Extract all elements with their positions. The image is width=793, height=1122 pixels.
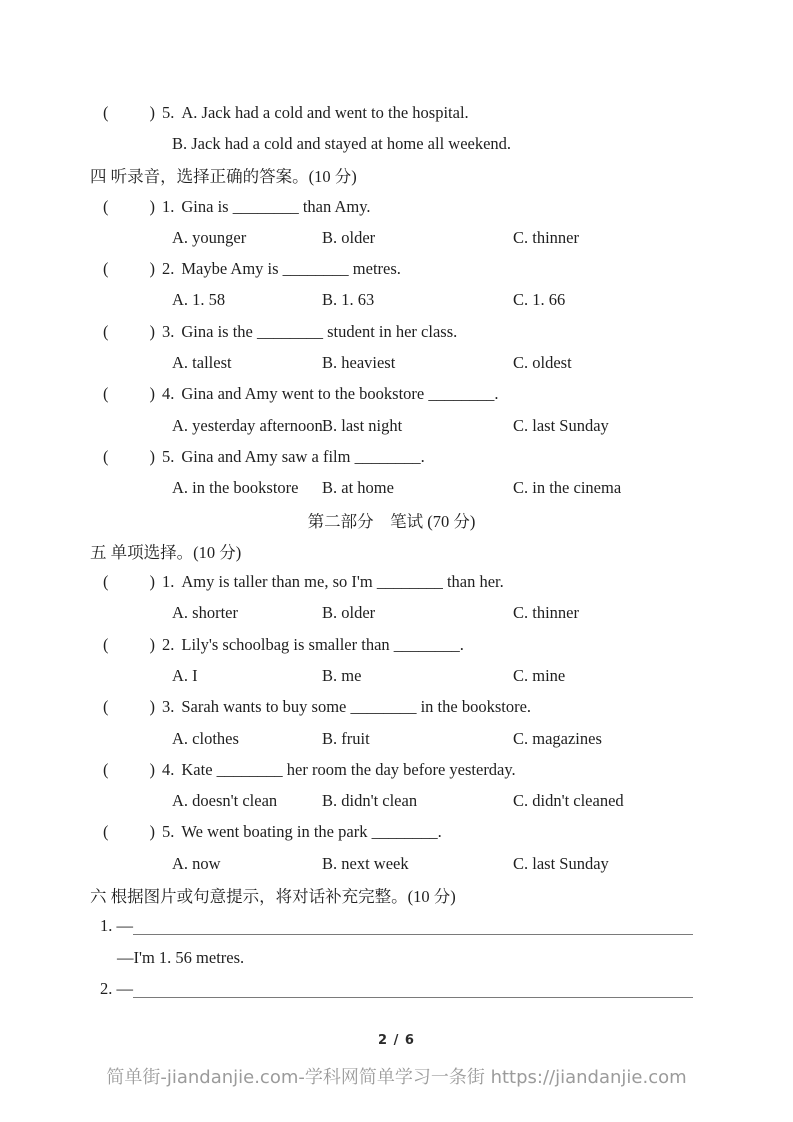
bracket-close: ) xyxy=(149,321,155,341)
question-number: 2. xyxy=(162,259,175,279)
option-a-text: A. Jack had a cold and went to the hospital. xyxy=(181,102,469,122)
bracket-open: ( xyxy=(103,822,109,842)
section5-question-1 xyxy=(103,566,693,597)
answer-bracket xyxy=(103,447,155,467)
option-c: C. oldest xyxy=(513,353,572,373)
answer-blank-line xyxy=(133,997,693,998)
section5-options-2 xyxy=(172,660,693,691)
question-text: Amy is taller than me, so I'm ________ than her. xyxy=(181,572,504,592)
option-c: C. 1. 66 xyxy=(513,290,566,310)
section6-dialogue-1-question xyxy=(100,911,693,942)
option-c: C. last Sunday xyxy=(513,853,609,873)
question-text: Sarah wants to buy some ________ in the bookstore. xyxy=(181,697,532,717)
option-a: A. yesterday afternoon xyxy=(172,415,323,435)
section5-question-3 xyxy=(103,692,693,723)
section4-question-3 xyxy=(103,316,693,347)
answer-bracket xyxy=(103,197,155,217)
answer-bracket xyxy=(103,103,155,123)
section5-options-4 xyxy=(172,786,693,817)
bracket-close: ) xyxy=(149,196,155,216)
option-b-text: B. Jack had a cold and stayed at home all weekend. xyxy=(172,133,512,153)
option-b: B. 1. 63 xyxy=(322,290,375,310)
answer-bracket xyxy=(103,322,155,342)
question-number: 5. xyxy=(162,446,175,466)
question-number: 3. xyxy=(162,321,175,341)
question-text: Gina and Amy saw a film ________. xyxy=(181,446,425,466)
bracket-close: ) xyxy=(149,634,155,654)
section4-question-5 xyxy=(103,441,693,472)
option-c: C. thinner xyxy=(513,603,579,623)
carryover-option-b xyxy=(172,128,693,159)
option-b: B. at home xyxy=(322,478,394,498)
section5-question-4 xyxy=(103,754,693,785)
footer-site-line: 简单街-jiandanjie.com-学科网简单学习一条街 https://jiandanjie.com xyxy=(106,1066,687,1088)
option-b: B. last night xyxy=(322,415,403,435)
option-c: C. last Sunday xyxy=(513,415,609,435)
bracket-close: ) xyxy=(149,572,155,592)
bracket-close: ) xyxy=(149,102,155,122)
question-number: 4. xyxy=(162,384,175,404)
question-text: We went boating in the park ________. xyxy=(181,822,442,842)
bracket-open: ( xyxy=(103,697,109,717)
option-c: C. magazines xyxy=(513,728,602,748)
bracket-close: ) xyxy=(149,822,155,842)
part2-title: 第二部分 笔试 (70 分) xyxy=(307,511,476,531)
option-a: A. shorter xyxy=(172,603,238,623)
section5-options-3 xyxy=(172,723,693,754)
option-c: C. in the cinema xyxy=(513,478,622,498)
section6-dialogue-1-answer xyxy=(117,942,693,973)
option-a: A. 1. 58 xyxy=(172,290,226,310)
bracket-close: ) xyxy=(149,697,155,717)
bracket-open: ( xyxy=(103,259,109,279)
option-b: B. older xyxy=(322,603,376,623)
bracket-open: ( xyxy=(103,102,109,122)
bracket-open: ( xyxy=(103,446,109,466)
question-number: 1. xyxy=(162,196,175,216)
section4-options-3 xyxy=(172,347,693,378)
section4-title: 四 听录音，选择正确的答案。(10 分) xyxy=(90,167,357,187)
answer-bracket xyxy=(103,572,155,592)
question-number: 5. xyxy=(162,822,175,842)
option-a: A. now xyxy=(172,853,221,873)
answer-bracket xyxy=(103,384,155,404)
question-text: Kate ________ her room the day before yesterday. xyxy=(181,759,516,779)
page-number: 2 / 6 xyxy=(378,1033,415,1049)
answer-bracket xyxy=(103,635,155,655)
option-c: C. didn't cleaned xyxy=(513,791,624,811)
answer-bracket xyxy=(103,259,155,279)
answer-bracket xyxy=(103,760,155,780)
answer-bracket xyxy=(103,822,155,842)
question-text: Lily's schoolbag is smaller than ________. xyxy=(181,634,464,654)
dialogue-answer-text: —I'm 1. 56 metres. xyxy=(117,947,245,967)
bracket-close: ) xyxy=(149,259,155,279)
bracket-open: ( xyxy=(103,634,109,654)
question-text: Maybe Amy is ________ metres. xyxy=(181,259,401,279)
bracket-open: ( xyxy=(103,759,109,779)
question-text: Gina is the ________ student in her class. xyxy=(181,321,458,341)
question-number: 4. xyxy=(162,759,175,779)
bracket-open: ( xyxy=(103,196,109,216)
section4-question-4 xyxy=(103,379,693,410)
bracket-open: ( xyxy=(103,321,109,341)
answer-bracket xyxy=(103,697,155,717)
option-a: A. younger xyxy=(172,227,247,247)
option-a: A. tallest xyxy=(172,353,232,373)
section4-options-4 xyxy=(172,410,693,441)
question-text: Gina and Amy went to the bookstore ________. xyxy=(181,384,499,404)
option-c: C. thinner xyxy=(513,227,579,247)
bracket-close: ) xyxy=(149,384,155,404)
option-b: B. next week xyxy=(322,853,409,873)
section4-options-5 xyxy=(172,473,693,504)
bracket-open: ( xyxy=(103,572,109,592)
section5-question-5 xyxy=(103,817,693,848)
option-a: A. doesn't clean xyxy=(172,791,278,811)
section4-question-2 xyxy=(103,253,693,284)
question-number: 2. xyxy=(162,634,175,654)
section6-title: 六 根据图片或句意提示，将对话补充完整。(10 分) xyxy=(90,887,456,907)
carryover-question-5 xyxy=(103,97,693,128)
dialogue-prefix: 1. — xyxy=(100,916,133,936)
option-a: A. I xyxy=(172,665,198,685)
section6-dialogue-2-question xyxy=(100,973,693,1004)
option-b: B. older xyxy=(322,227,376,247)
option-a: A. in the bookstore xyxy=(172,478,299,498)
option-b: B. didn't clean xyxy=(322,791,418,811)
option-b: B. heaviest xyxy=(322,353,396,373)
section5-question-2 xyxy=(103,629,693,660)
question-number: 1. xyxy=(162,572,175,592)
question-number: 5. xyxy=(162,102,175,122)
section5-title: 五 单项选择。(10 分) xyxy=(90,542,242,562)
section5-options-5 xyxy=(172,848,693,879)
section4-question-1 xyxy=(103,191,693,222)
option-c: C. mine xyxy=(513,665,566,685)
option-b: B. fruit xyxy=(322,728,370,748)
option-b: B. me xyxy=(322,665,362,685)
bracket-close: ) xyxy=(149,446,155,466)
answer-blank-line xyxy=(133,934,693,935)
section5-options-1 xyxy=(172,598,693,629)
section4-options-1 xyxy=(172,222,693,253)
bracket-open: ( xyxy=(103,384,109,404)
question-text: Gina is ________ than Amy. xyxy=(181,196,371,216)
bracket-close: ) xyxy=(149,759,155,779)
section4-options-2 xyxy=(172,285,693,316)
question-number: 3. xyxy=(162,697,175,717)
option-a: A. clothes xyxy=(172,728,239,748)
dialogue-prefix: 2. — xyxy=(100,978,133,998)
